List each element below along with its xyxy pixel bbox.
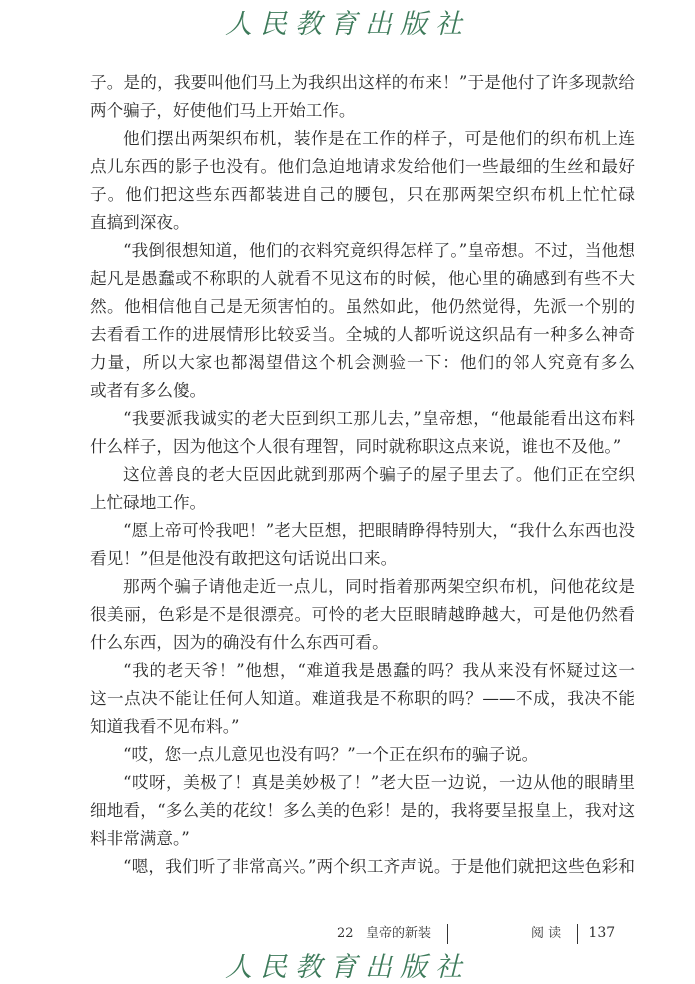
text-line: “哎呀，美极了！真是美妙极了！”老大臣一边说，一边从他的眼睛里	[123, 773, 635, 792]
text-line: 起凡是愚蠢或不称职的人就看不见这布的时候，他心里的确感到有些不大	[90, 269, 635, 288]
paragraph	[90, 405, 635, 461]
text-line: 什么东西，因为的确没有什么东西可看。	[90, 633, 389, 652]
text-line: 两个骗子，好使他们马上开始工作。	[90, 101, 356, 120]
paragraph	[90, 461, 635, 517]
paragraph	[90, 69, 635, 125]
text-line: 料非常满意。”	[90, 829, 190, 848]
text-line: “我的老天爷！”他想，“难道我是愚蠢的吗？我从来没有怀疑过这一	[123, 661, 635, 680]
paragraph	[90, 657, 635, 741]
text-line: 很美丽，色彩是不是很漂亮。可怜的老大臣眼睛越睁越大，可是他仍然看	[90, 605, 635, 624]
paragraph	[90, 237, 635, 405]
text-line: 知道我看不见布料。”	[90, 717, 240, 736]
paragraph	[90, 573, 635, 657]
body-text	[90, 69, 635, 881]
text-line: 看见！”但是他没有敢把这句话说出口来。	[90, 549, 398, 568]
footer-lesson	[337, 922, 448, 944]
text-line: 子。是的，我要叫他们马上为我织出这样的布来！”于是他付了许多现款给	[90, 73, 635, 92]
text-line: 这位善良的老大臣因此就到那两个骗子的屋子里去了。他们正在空织	[123, 465, 635, 484]
text-line: “我要派我诚实的老大臣到织工那儿去，”皇帝想，“他最能看出这布料	[123, 409, 635, 428]
text-line: 直搞到深夜。	[90, 213, 190, 232]
text-line: 去看看工作的进展情形比较妥当。全城的人都听说这织品有一种多么神奇	[90, 325, 635, 344]
text-line: 点儿东西的影子也没有。他们急迫地请求发给他们一些最细的生丝和最好	[90, 157, 635, 176]
paragraph	[90, 853, 635, 881]
footer-divider	[577, 924, 578, 944]
paragraph	[90, 125, 635, 237]
paragraph	[90, 741, 635, 769]
paragraph	[90, 769, 635, 853]
text-line: “嗯，我们听了非常高兴。”两个织工齐声说。于是他们就把这些色彩和	[123, 857, 635, 876]
publisher-logo-header: 人民教育出版社	[225, 9, 470, 40]
text-line: 子。他们把这些东西都装进自己的腰包，只在那两架空织布机上忙忙碌	[90, 185, 635, 204]
text-line: “愿上帝可怜我吧！”老大臣想，把眼睛睁得特别大，“我什么东西也没	[123, 521, 635, 540]
text-line: 细地看，“多么美的花纹！多么美的色彩！是的，我将要呈报皇上，我对这	[90, 801, 635, 820]
paragraph	[90, 517, 635, 573]
text-line: 这一点决不能让任何人知道。难道我是不称职的吗？——不成，我决不能	[90, 689, 635, 708]
text-line: 或者有多么傻。	[90, 381, 207, 400]
text-line: “我倒很想知道，他们的衣料究竟织得怎样了。”皇帝想。不过，当他想	[123, 241, 635, 260]
text-line: 然。他相信他自己是无须害怕的。虽然如此，他仍然觉得，先派一个别的	[90, 297, 635, 316]
text-line: 力量，所以大家也都渴望借这个机会测验一下：他们的邻人究竟有多么	[90, 353, 635, 372]
footer-page	[531, 922, 615, 944]
lesson-number: 22	[337, 926, 354, 941]
text-line: 什么样子，因为他这个人很有理智，同时就称职这点来说，谁也不及他。”	[90, 437, 622, 456]
text-line: 那两个骗子请他走近一点儿，同时指着那两架空织布机，问他花纹是	[123, 577, 635, 596]
text-line: “哎，您一点儿意见也没有吗？”一个正在织布的骗子说。	[123, 745, 539, 764]
footer-divider	[447, 924, 448, 944]
text-line: 他们摆出两架织布机，装作是在工作的样子，可是他们的织布机上连	[123, 129, 635, 148]
publisher-logo-footer: 人民教育出版社	[225, 952, 470, 983]
text-line: 上忙碌地工作。	[90, 493, 207, 512]
page-number: 137	[588, 925, 616, 941]
section-label: 阅 读	[531, 926, 562, 941]
lesson-title: 皇帝的新装	[365, 926, 431, 941]
